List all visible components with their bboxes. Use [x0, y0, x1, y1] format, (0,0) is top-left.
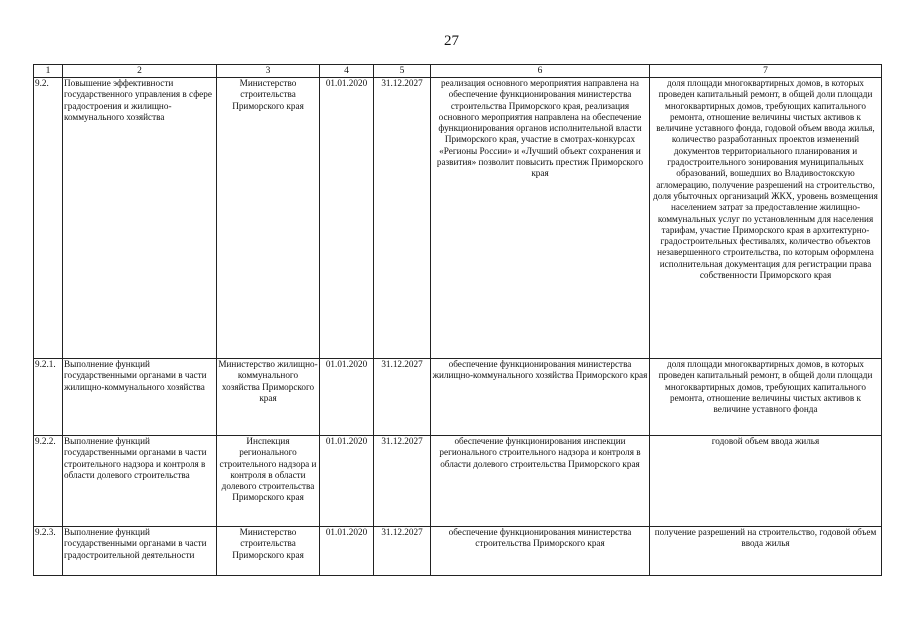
page-number: 27	[444, 33, 459, 49]
row-number: 9.2.3.	[34, 527, 63, 576]
indicators: доля площади многоквартирных домов, в которых проведен капитальный ремонт, в общей доли площади многоквартирных домов, требующих капитального ремонта, отношение величины чистых активов к величине уставного фонда, годовой объем ввода жилья, количество разработанных проектов изменений документов территориального планирования и градостроительного зонирования муниципальных образований, вошедших во Владивостокскую агломерацию, получение разрешений на строительство, доля убыточных организаций ЖКХ, уровень возмещения населением затрат за предоставление жилищно-коммунальных услуг по установленным для населения тарифам, участие Приморского края в архитектурно-градостроительных фестивалях, количество объектов незавершенного строительства, по которым оформлена исполнительная документация для регистрации права собственности Приморского края	[650, 78, 882, 359]
column-header: 5	[374, 65, 431, 78]
activities-table	[33, 64, 882, 576]
activity-name: Выполнение функций государственными органами в части градостроительной деятельности	[63, 527, 217, 576]
column-header: 2	[63, 65, 217, 78]
row-number: 9.2.2.	[34, 436, 63, 527]
expected-result: реализация основного мероприятия направлена на обеспечение функционирования министерства строительства Приморского края, реализация основного мероприятия направлена на обеспечение функционирования органов исполнительной власти Приморского края, участие в смотрах-конкурсах «Регионы России» и «Лучший объект сохранения и развития» позволит повысить престиж Приморского края	[431, 78, 650, 359]
table-row	[34, 527, 882, 576]
activity-name: Выполнение функций государственными органами в части строительного надзора и контроля в области долевого строительства	[63, 436, 217, 527]
activity-name: Повышение эффективности государственного управления в сфере градостроения и жилищно-коммунального хозяйства	[63, 78, 217, 359]
start-date: 01.01.2020	[320, 359, 374, 436]
indicators: годовой объем ввода жилья	[650, 436, 882, 527]
column-header: 7	[650, 65, 882, 78]
start-date: 01.01.2020	[320, 78, 374, 359]
table-row	[34, 78, 882, 359]
column-header: 4	[320, 65, 374, 78]
table-row	[34, 436, 882, 527]
executor: Министерство строительства Приморского края	[217, 527, 320, 576]
start-date: 01.01.2020	[320, 527, 374, 576]
table-row	[34, 359, 882, 436]
expected-result: обеспечение функционирования министерства строительства Приморского края	[431, 527, 650, 576]
row-number: 9.2.1.	[34, 359, 63, 436]
executor: Министерство строительства Приморского края	[217, 78, 320, 359]
expected-result: обеспечение функционирования инспекции регионального строительного надзора и контроля в области долевого строительства Приморского края	[431, 436, 650, 527]
row-number: 9.2.	[34, 78, 63, 359]
start-date: 01.01.2020	[320, 436, 374, 527]
executor: Инспекция регионального строительного надзора и контроля в области долевого строительства Приморского края	[217, 436, 320, 527]
end-date: 31.12.2027	[374, 359, 431, 436]
indicators: получение разрешений на строительство, годовой объем ввода жилья	[650, 527, 882, 576]
activity-name: Выполнение функций государственными органами в части жилищно-коммунального хозяйства	[63, 359, 217, 436]
end-date: 31.12.2027	[374, 436, 431, 527]
header-row	[34, 65, 882, 78]
column-header: 1	[34, 65, 63, 78]
column-header: 6	[431, 65, 650, 78]
executor: Министерство жилищно-коммунального хозяйства Приморского края	[217, 359, 320, 436]
column-header: 3	[217, 65, 320, 78]
expected-result: обеспечение функционирования министерства жилищно-коммунального хозяйства Приморского края	[431, 359, 650, 436]
end-date: 31.12.2027	[374, 78, 431, 359]
end-date: 31.12.2027	[374, 527, 431, 576]
indicators: доля площади многоквартирных домов, в которых проведен капитальный ремонт, в общей доли площади многоквартирных домов, требующих капитального ремонта, отношение величины чистых активов к величине уставного фонда	[650, 359, 882, 436]
